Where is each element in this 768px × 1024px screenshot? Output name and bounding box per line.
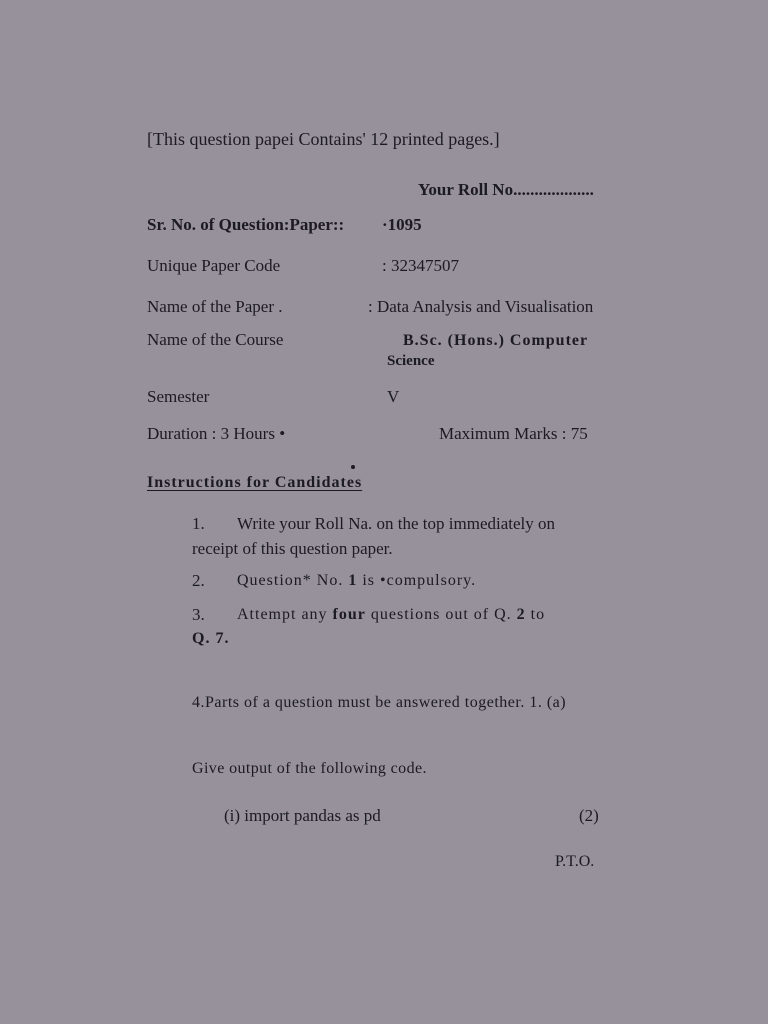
semester-value: V xyxy=(387,387,400,406)
instruction-1-text-continued: receipt of this question paper. xyxy=(192,539,393,558)
serial-number-label: Sr. No. of Question:Paper:: xyxy=(147,215,345,234)
question-marks: (2) xyxy=(579,806,599,825)
instruction-2-text xyxy=(237,571,476,591)
instruction-4: 4.Parts of a question must be answered together. 1. (a) xyxy=(192,694,567,711)
course-value: B.Sc. (Hons.) Computer xyxy=(403,332,589,349)
course-value-continued: Science xyxy=(387,353,435,369)
instruction-3-text-end: to xyxy=(530,606,546,623)
serial-number-value: ·1095 xyxy=(382,215,422,234)
instruction-3-text xyxy=(237,605,545,625)
paper-name-label: Name of the Paper . xyxy=(147,297,283,316)
instruction-3-start-question: 2 xyxy=(516,606,526,623)
maximum-marks: Maximum Marks : 75 xyxy=(439,424,588,443)
instruction-2-text-start: Question* No. xyxy=(237,572,344,589)
instructions-heading: Instructions for Candidates xyxy=(147,474,363,491)
instruction-3-count: four xyxy=(332,606,366,623)
page-count-note: [This question papei Contains' 12 printed pages.] xyxy=(147,129,500,149)
instruction-2-question-number: 1 xyxy=(348,572,358,589)
question-prompt: Give output of the following code. xyxy=(192,760,427,777)
instruction-3-text-middle: questions out of Q. xyxy=(370,606,512,623)
instruction-1-number: 1. xyxy=(192,514,205,533)
code-line: (i) import pandas as pd xyxy=(224,806,381,825)
roll-number-field: Your Roll No................... xyxy=(418,180,594,199)
semester-label: Semester xyxy=(147,387,210,406)
instruction-3-text-start: Attempt any xyxy=(237,606,328,623)
instruction-3-text-continued: Q. 7. xyxy=(192,630,230,647)
paper-name-value: : Data Analysis and Visualisation xyxy=(368,297,594,316)
unique-code-value: : 32347507 xyxy=(382,256,459,275)
course-label: Name of the Course xyxy=(147,330,284,349)
duration: Duration : 3 Hours • xyxy=(147,424,286,443)
page-turn-note: P.T.O. xyxy=(555,853,595,870)
unique-code-label: Unique Paper Code xyxy=(147,256,281,275)
instruction-2-text-end: is •compulsory. xyxy=(362,572,477,589)
instruction-1-text: Write your Roll Na. on the top immediately on xyxy=(237,514,556,533)
instruction-3-number: 3. xyxy=(192,605,205,624)
instruction-2-number: 2. xyxy=(192,571,205,590)
stray-dot xyxy=(351,465,355,469)
